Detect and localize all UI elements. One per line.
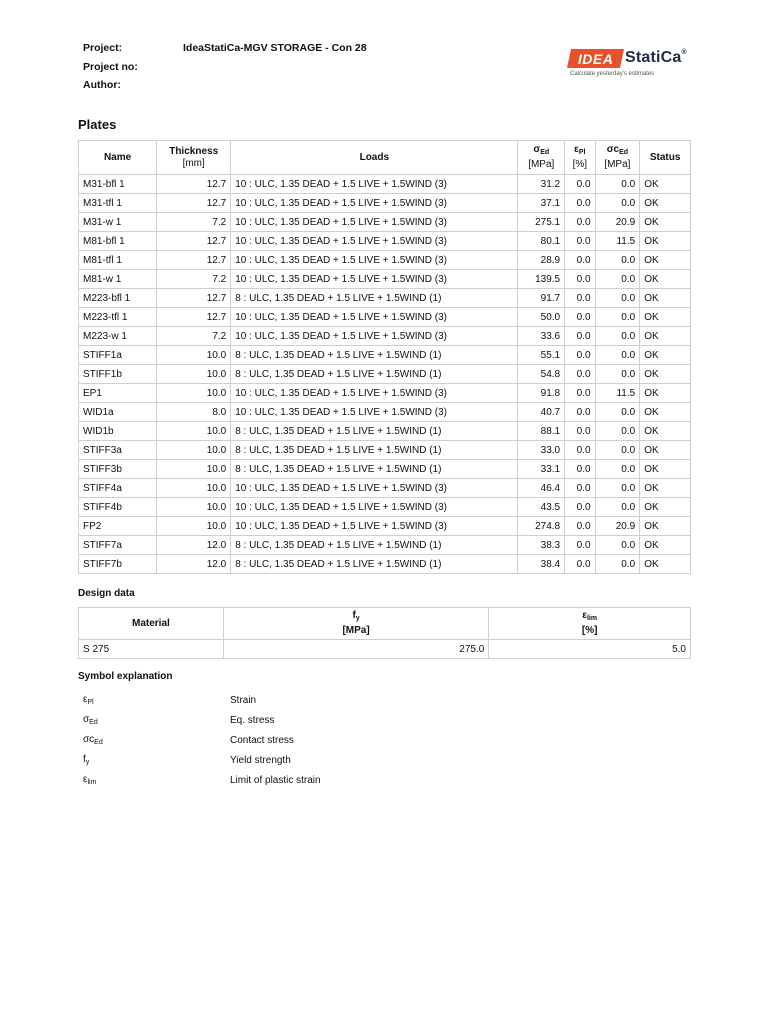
cell-status: OK: [640, 232, 691, 251]
fy-sub: y: [355, 615, 360, 622]
cell-eps-pl: 0.0: [565, 251, 595, 270]
col-name-label: Name: [103, 151, 132, 163]
cell-name: STIFF1b: [79, 365, 157, 384]
cell-sigma-c: 0.0: [595, 270, 640, 289]
cell-loads: 10 : ULC, 1.35 DEAD + 1.5 LIVE + 1.5WIND (3): [231, 175, 518, 194]
logo-mark: [567, 49, 624, 68]
fy-symbol: f: [352, 610, 356, 621]
elim-symbol: ε: [582, 610, 587, 621]
cell-status: OK: [640, 194, 691, 213]
cell-status: OK: [640, 175, 691, 194]
eps-pl-sub: Pl: [578, 149, 586, 156]
cell-thickness: 12.0: [157, 536, 231, 555]
cell-loads: 10 : ULC, 1.35 DEAD + 1.5 LIVE + 1.5WIND (3): [231, 403, 518, 422]
cell-thickness: 10.0: [157, 517, 231, 536]
cell-thickness: 12.7: [157, 175, 231, 194]
symbol-key: [83, 714, 230, 726]
cell-status: OK: [640, 365, 691, 384]
cell-status: OK: [640, 422, 691, 441]
table-row: [79, 403, 691, 422]
cell-thickness: 7.2: [157, 327, 231, 346]
col-elim: [489, 608, 691, 640]
cell-elim: 5.0: [489, 640, 691, 659]
cell-status: OK: [640, 517, 691, 536]
symbol-row: [83, 730, 321, 750]
cell-status: OK: [640, 270, 691, 289]
cell-name: M81-w 1: [79, 270, 157, 289]
idea-statica-logo: [569, 49, 689, 83]
symbol-list: [83, 690, 321, 790]
col-thickness: [157, 141, 231, 175]
cell-loads: 10 : ULC, 1.35 DEAD + 1.5 LIVE + 1.5WIND (3): [231, 232, 518, 251]
col-material-label: Material: [132, 617, 170, 629]
project-no-row: [83, 58, 367, 77]
cell-status: OK: [640, 555, 691, 574]
symbol-glyph: ε: [83, 774, 88, 785]
design-header-row: [79, 608, 691, 640]
cell-thickness: 12.7: [157, 289, 231, 308]
table-row: [79, 289, 691, 308]
cell-loads: 10 : ULC, 1.35 DEAD + 1.5 LIVE + 1.5WIND (3): [231, 498, 518, 517]
cell-sigma-ed: 50.0: [518, 308, 565, 327]
cell-eps-pl: 0.0: [565, 403, 595, 422]
cell-eps-pl: 0.0: [565, 194, 595, 213]
cell-sigma-c: 0.0: [595, 289, 640, 308]
cell-sigma-ed: 38.3: [518, 536, 565, 555]
symbol-description: Yield strength: [230, 754, 291, 766]
cell-eps-pl: 0.0: [565, 498, 595, 517]
cell-sigma-c: 11.5: [595, 384, 640, 403]
col-fy: [223, 608, 489, 640]
project-label: Project:: [83, 42, 123, 55]
cell-name: FP2: [79, 517, 157, 536]
symbol-subscript: y: [85, 759, 90, 766]
cell-status: OK: [640, 498, 691, 517]
symbol-subscript: Ed: [89, 719, 98, 726]
col-eps-pl-unit: [%]: [572, 159, 588, 170]
cell-name: WID1b: [79, 422, 157, 441]
cell-sigma-ed: 274.8: [518, 517, 565, 536]
cell-status: OK: [640, 346, 691, 365]
cell-sigma-ed: 31.2: [518, 175, 565, 194]
cell-sigma-c: 20.9: [595, 213, 640, 232]
col-fy-unit: [MPa]: [342, 625, 370, 636]
plates-body: [79, 175, 691, 574]
sigma-c-sub: Ed: [619, 149, 629, 156]
col-sigma-ed-unit: [MPa]: [528, 159, 555, 170]
cell-loads: 8 : ULC, 1.35 DEAD + 1.5 LIVE + 1.5WIND (1): [231, 346, 518, 365]
cell-eps-pl: 0.0: [565, 479, 595, 498]
col-sigma-ed: [518, 141, 565, 175]
cell-name: M81-bfl 1: [79, 232, 157, 251]
table-row: [79, 365, 691, 384]
cell-status: OK: [640, 289, 691, 308]
col-status-label: Status: [649, 151, 681, 163]
symbol-key: [83, 754, 230, 766]
cell-sigma-c: 0.0: [595, 308, 640, 327]
symbol-key: [83, 694, 230, 706]
cell-sigma-c: 0.0: [595, 422, 640, 441]
table-row: [79, 251, 691, 270]
cell-name: STIFF3a: [79, 441, 157, 460]
cell-sigma-ed: 33.0: [518, 441, 565, 460]
cell-sigma-ed: 46.4: [518, 479, 565, 498]
symbol-row: [83, 710, 321, 730]
cell-name: M223-w 1: [79, 327, 157, 346]
cell-eps-pl: 0.0: [565, 270, 595, 289]
elim-sub: lim: [586, 615, 598, 622]
table-row: [79, 270, 691, 289]
symbol-glyph: ε: [83, 694, 88, 705]
cell-name: STIFF3b: [79, 460, 157, 479]
cell-eps-pl: 0.0: [565, 460, 595, 479]
cell-thickness: 10.0: [157, 365, 231, 384]
author-label: Author:: [83, 79, 121, 92]
cell-name: STIFF1a: [79, 346, 157, 365]
cell-status: OK: [640, 460, 691, 479]
cell-status: OK: [640, 327, 691, 346]
cell-thickness: 10.0: [157, 422, 231, 441]
project-row: [83, 39, 367, 58]
cell-eps-pl: 0.0: [565, 346, 595, 365]
table-row: [79, 384, 691, 403]
cell-thickness: 10.0: [157, 460, 231, 479]
symbol-description: Eq. stress: [230, 714, 275, 726]
table-row: [79, 422, 691, 441]
cell-sigma-c: 20.9: [595, 517, 640, 536]
cell-sigma-c: 0.0: [595, 555, 640, 574]
symbol-subscript: Ed: [94, 739, 103, 746]
sigma-ed-symbol: σ: [533, 144, 541, 155]
sigma-c-symbol: σc: [606, 144, 620, 155]
cell-loads: 10 : ULC, 1.35 DEAD + 1.5 LIVE + 1.5WIND (3): [231, 517, 518, 536]
cell-sigma-ed: 91.7: [518, 289, 565, 308]
cell-name: M31-tfl 1: [79, 194, 157, 213]
table-row: [79, 327, 691, 346]
cell-sigma-ed: 88.1: [518, 422, 565, 441]
cell-sigma-c: 11.5: [595, 232, 640, 251]
table-row: [79, 479, 691, 498]
cell-name: M31-w 1: [79, 213, 157, 232]
cell-loads: 8 : ULC, 1.35 DEAD + 1.5 LIVE + 1.5WIND (1): [231, 365, 518, 384]
cell-thickness: 10.0: [157, 441, 231, 460]
cell-fy: 275.0: [223, 640, 489, 659]
symbol-glyph: f: [83, 754, 86, 765]
table-row: [79, 640, 691, 659]
symbol-key: [83, 734, 230, 746]
cell-loads: 8 : ULC, 1.35 DEAD + 1.5 LIVE + 1.5WIND (1): [231, 536, 518, 555]
cell-sigma-c: 0.0: [595, 251, 640, 270]
cell-sigma-ed: 43.5: [518, 498, 565, 517]
cell-sigma-c: 0.0: [595, 441, 640, 460]
cell-sigma-ed: 40.7: [518, 403, 565, 422]
cell-eps-pl: 0.0: [565, 232, 595, 251]
cell-name: EP1: [79, 384, 157, 403]
cell-loads: 10 : ULC, 1.35 DEAD + 1.5 LIVE + 1.5WIND (3): [231, 213, 518, 232]
cell-name: M31-bfl 1: [79, 175, 157, 194]
cell-name: STIFF4b: [79, 498, 157, 517]
table-row: [79, 460, 691, 479]
cell-status: OK: [640, 479, 691, 498]
cell-eps-pl: 0.0: [565, 213, 595, 232]
cell-status: OK: [640, 251, 691, 270]
cell-loads: 8 : ULC, 1.35 DEAD + 1.5 LIVE + 1.5WIND (1): [231, 460, 518, 479]
cell-sigma-c: 0.0: [595, 403, 640, 422]
cell-sigma-ed: 38.4: [518, 555, 565, 574]
cell-sigma-ed: 139.5: [518, 270, 565, 289]
report-header: [83, 39, 367, 95]
cell-sigma-ed: 37.1: [518, 194, 565, 213]
cell-sigma-c: 0.0: [595, 536, 640, 555]
plates-title: Plates: [78, 117, 117, 132]
table-row: [79, 232, 691, 251]
cell-sigma-ed: 80.1: [518, 232, 565, 251]
cell-status: OK: [640, 384, 691, 403]
symbol-key: [83, 774, 230, 786]
col-loads-label: Loads: [359, 151, 390, 163]
cell-eps-pl: 0.0: [565, 555, 595, 574]
cell-eps-pl: 0.0: [565, 536, 595, 555]
logo-tagline: Calculate yesterday's estimates: [570, 71, 655, 77]
plates-header-row: [79, 141, 691, 175]
col-thickness-label: Thickness: [169, 145, 219, 157]
col-eps-pl: [565, 141, 595, 175]
cell-sigma-c: 0.0: [595, 327, 640, 346]
symbol-row: [83, 690, 321, 710]
cell-status: OK: [640, 213, 691, 232]
cell-name: STIFF4a: [79, 479, 157, 498]
col-sigma-c: [595, 141, 640, 175]
cell-thickness: 10.0: [157, 384, 231, 403]
table-row: [79, 213, 691, 232]
cell-status: OK: [640, 536, 691, 555]
cell-name: STIFF7b: [79, 555, 157, 574]
col-name: [79, 141, 157, 175]
logo-brand: [625, 49, 687, 67]
symbol-row: [83, 750, 321, 770]
cell-eps-pl: 0.0: [565, 365, 595, 384]
table-row: [79, 346, 691, 365]
symbol-glyph: σc: [83, 734, 95, 745]
cell-thickness: 12.7: [157, 251, 231, 270]
logo-brand-text: StatiCa: [625, 49, 682, 66]
cell-eps-pl: 0.0: [565, 517, 595, 536]
col-loads: [231, 141, 518, 175]
cell-name: WID1a: [79, 403, 157, 422]
cell-sigma-c: 0.0: [595, 460, 640, 479]
cell-eps-pl: 0.0: [565, 308, 595, 327]
cell-sigma-c: 0.0: [595, 346, 640, 365]
design-data-table: [78, 607, 691, 659]
symbol-subscript: Pl: [87, 699, 94, 706]
col-status: [640, 141, 691, 175]
sigma-ed-sub: Ed: [540, 149, 550, 156]
cell-sigma-ed: 28.9: [518, 251, 565, 270]
table-row: [79, 441, 691, 460]
cell-sigma-c: 0.0: [595, 175, 640, 194]
cell-sigma-ed: 33.1: [518, 460, 565, 479]
plates-table: [78, 140, 691, 574]
cell-eps-pl: 0.0: [565, 175, 595, 194]
cell-sigma-c: 0.0: [595, 479, 640, 498]
cell-loads: 10 : ULC, 1.35 DEAD + 1.5 LIVE + 1.5WIND (3): [231, 194, 518, 213]
cell-loads: 8 : ULC, 1.35 DEAD + 1.5 LIVE + 1.5WIND (1): [231, 289, 518, 308]
cell-loads: 10 : ULC, 1.35 DEAD + 1.5 LIVE + 1.5WIND (3): [231, 384, 518, 403]
project-no-label: Project no:: [83, 60, 138, 73]
cell-loads: 10 : ULC, 1.35 DEAD + 1.5 LIVE + 1.5WIND (3): [231, 251, 518, 270]
cell-sigma-ed: 54.8: [518, 365, 565, 384]
cell-status: OK: [640, 308, 691, 327]
cell-thickness: 10.0: [157, 479, 231, 498]
cell-loads: 8 : ULC, 1.35 DEAD + 1.5 LIVE + 1.5WIND (1): [231, 441, 518, 460]
cell-eps-pl: 0.0: [565, 422, 595, 441]
cell-eps-pl: 0.0: [565, 441, 595, 460]
project-value: IdeaStatiCa-MGV STORAGE - Con 28: [183, 42, 367, 55]
cell-status: OK: [640, 403, 691, 422]
cell-loads: 10 : ULC, 1.35 DEAD + 1.5 LIVE + 1.5WIND (3): [231, 308, 518, 327]
symbol-explanation-title: Symbol explanation: [78, 671, 173, 682]
cell-thickness: 12.0: [157, 555, 231, 574]
symbol-description: Contact stress: [230, 734, 294, 746]
cell-loads: 10 : ULC, 1.35 DEAD + 1.5 LIVE + 1.5WIND (3): [231, 327, 518, 346]
cell-loads: 10 : ULC, 1.35 DEAD + 1.5 LIVE + 1.5WIND (3): [231, 270, 518, 289]
cell-status: OK: [640, 441, 691, 460]
cell-eps-pl: 0.0: [565, 384, 595, 403]
symbol-description: Strain: [230, 694, 257, 706]
table-row: [79, 175, 691, 194]
cell-loads: 8 : ULC, 1.35 DEAD + 1.5 LIVE + 1.5WIND (1): [231, 422, 518, 441]
cell-thickness: 7.2: [157, 213, 231, 232]
table-row: [79, 517, 691, 536]
cell-name: M81-tfl 1: [79, 251, 157, 270]
cell-sigma-c: 0.0: [595, 365, 640, 384]
cell-thickness: 12.7: [157, 194, 231, 213]
cell-name: STIFF7a: [79, 536, 157, 555]
design-body: [79, 640, 691, 659]
author-row: [83, 76, 367, 95]
table-row: [79, 555, 691, 574]
cell-thickness: 10.0: [157, 498, 231, 517]
cell-sigma-c: 0.0: [595, 194, 640, 213]
cell-thickness: 7.2: [157, 270, 231, 289]
table-row: [79, 194, 691, 213]
col-material: [79, 608, 224, 640]
cell-thickness: 12.7: [157, 232, 231, 251]
cell-thickness: 10.0: [157, 346, 231, 365]
cell-material: S 275: [79, 640, 224, 659]
cell-eps-pl: 0.0: [565, 289, 595, 308]
cell-thickness: 8.0: [157, 403, 231, 422]
table-row: [79, 536, 691, 555]
table-row: [79, 308, 691, 327]
cell-thickness: 12.7: [157, 308, 231, 327]
cell-loads: 10 : ULC, 1.35 DEAD + 1.5 LIVE + 1.5WIND (3): [231, 479, 518, 498]
col-elim-unit: [%]: [581, 625, 598, 636]
cell-sigma-c: 0.0: [595, 498, 640, 517]
symbol-glyph: σ: [83, 714, 90, 725]
design-data-title: Design data: [78, 588, 135, 599]
logo-box-text: IDEA: [577, 50, 614, 67]
cell-eps-pl: 0.0: [565, 327, 595, 346]
logo-registered: ®: [681, 49, 687, 56]
cell-sigma-ed: 55.1: [518, 346, 565, 365]
eps-pl-symbol: ε: [574, 144, 579, 155]
col-sigma-c-unit: [MPa]: [604, 159, 631, 170]
cell-sigma-ed: 275.1: [518, 213, 565, 232]
symbol-description: Limit of plastic strain: [230, 774, 321, 786]
cell-sigma-ed: 33.6: [518, 327, 565, 346]
table-row: [79, 498, 691, 517]
cell-name: M223-tfl 1: [79, 308, 157, 327]
symbol-subscript: lim: [87, 779, 97, 786]
symbol-row: [83, 770, 321, 790]
cell-name: M223-bfl 1: [79, 289, 157, 308]
cell-sigma-ed: 91.8: [518, 384, 565, 403]
cell-loads: 8 : ULC, 1.35 DEAD + 1.5 LIVE + 1.5WIND (1): [231, 555, 518, 574]
col-thickness-unit: [mm]: [182, 157, 205, 169]
